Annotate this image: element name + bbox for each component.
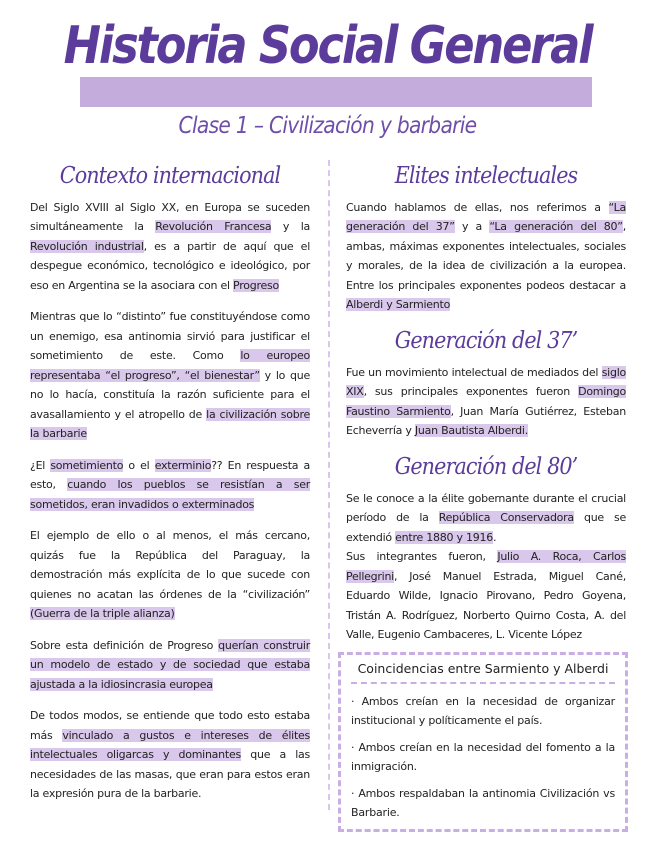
text: . <box>493 530 497 544</box>
highlight: República Conservadora <box>438 511 574 525</box>
text: De todos modos, se entiende que todo esto estaba más <box>30 709 310 742</box>
highlight: “La generación del 37” <box>346 200 626 234</box>
text: , ambas, máximas exponentes intelectuales, sociales y morales, de la idea de civilización a la europea. Entre los principales exponentes podeos destacar a <box>346 220 626 292</box>
heading-generacion-80: Generación del 80’ <box>394 453 578 480</box>
highlight: exterminio <box>154 458 212 472</box>
box-item: · Ambos creían en la necesidad del fomento a la inmigración. <box>351 741 615 773</box>
text: y a <box>454 220 490 234</box>
text: que se extendió <box>346 511 626 544</box>
highlight: entre 1880 y 1916 <box>395 530 493 544</box>
highlight: vinculado a gustos e intereses de élites intelectuales oligarcas y dominantes <box>30 728 310 762</box>
text: , José Manuel Estrada, Miguel Cané, Eduardo Wilde, Ignacio Pirovano, Pedro Goyena, Tristán A. Rodríguez, Norberto Quirno Costa, A. del Valle, Eugenio Cambaceres, L. Vicente López <box>346 569 626 642</box>
paragraph-generacion-37 <box>346 363 626 441</box>
highlight: la civilización sobre la barbarie <box>30 407 310 441</box>
box-item: · Ambos creían en la necesidad de organizar institucional y políticamente el país. <box>351 695 615 727</box>
paragraph-4 <box>30 526 310 624</box>
paragraph-integrantes <box>346 547 626 645</box>
paragraph-1 <box>30 198 310 296</box>
highlight: “La generación del 80” <box>489 220 623 234</box>
right-column <box>346 162 626 657</box>
heading-elites: Elites intelectuales <box>394 163 578 189</box>
highlight: Revolución Francesa <box>155 220 272 234</box>
text: y la <box>271 220 310 234</box>
highlight: Alberdi y Sarmiento <box>346 298 451 312</box>
page-subtitle: Clase 1 – Civilización y barbarie <box>178 113 477 139</box>
text: Sobre esta definición de Progreso <box>30 638 219 652</box>
text: y lo que no lo hacía, constituía la razón suficiente para el avasallamiento y el atropello de <box>30 368 310 421</box>
paragraph-3 <box>30 456 310 515</box>
column-divider <box>328 160 330 810</box>
paragraph-5 <box>30 636 310 695</box>
highlight: lo europeo representaba “el progreso”, “el bienestar” <box>30 349 310 382</box>
highlight: Julio A. Roca, Carlos Pellegrini <box>346 550 626 583</box>
text: o el <box>123 458 155 472</box>
highlight: siglo XIX <box>346 365 626 399</box>
text: que a las necesidades de las masas, que eran para estos eran la expresión pura de la barbarie. <box>30 748 311 801</box>
text: ?? En respuesta a esto, <box>30 458 311 492</box>
box-item: · Ambos respaldaban la antinomia Civilización vs Barbarie. <box>351 787 615 819</box>
highlight: sometimiento <box>50 458 124 472</box>
paragraph-generacion-80 <box>346 489 626 548</box>
highlight: Revolución industrial <box>30 239 144 253</box>
text: Sus integrantes fueron, <box>346 550 498 564</box>
highlight: Domingo Faustino Sarmiento <box>346 385 626 418</box>
text: Del Siglo XVIII al Siglo XX, en Europa se suceden simultáneamente la <box>30 200 310 234</box>
text: Mientras que lo “distinto” fue constituyéndose como un enemigo, esa antinomia sirvió para justificar el sometimiento de este. Como <box>30 310 310 363</box>
text: , Juan María Gutiérrez, Esteban Echeverría y <box>346 404 626 438</box>
heading-generacion-37: Generación del 37’ <box>394 327 578 354</box>
text: Se le conoce a la élite gobernante durante el crucial período de la <box>346 491 626 525</box>
text: Cuando hablamos de ellas, nos referimos a <box>346 200 609 214</box>
paragraph-2 <box>30 307 310 444</box>
highlight: Juan Bautista Alberdi. <box>414 424 528 438</box>
text: Fue un movimiento intelectual de mediados del <box>346 365 602 379</box>
title-highlight-band <box>80 77 592 107</box>
coincidencias-box <box>338 652 628 832</box>
highlight: Progreso <box>233 278 279 292</box>
text: ¿El <box>30 458 51 472</box>
highlight: querían construir un modelo de estado y de sociedad que estaba ajustada a la idiosincrasia europea <box>30 638 310 691</box>
paragraph-elites <box>346 198 626 315</box>
text: , es a partir de aquí que el despegue económico, tecnológico e ideológico, por eso en Argentina se la asociara con el <box>30 239 310 292</box>
heading-contexto: Contexto internacional <box>59 163 281 189</box>
highlight: (Guerra de la triple alianza) <box>30 607 175 621</box>
paragraph-6 <box>30 706 310 804</box>
page-title: Historia Social General <box>63 16 592 76</box>
text: , sus principales exponentes fueron <box>363 385 579 399</box>
highlight: cuando los pueblos se resistían a ser sometidos, eran invadidos o exterminados <box>30 478 310 511</box>
box-title: Coincidencias entre Sarmiento y Alberdi <box>351 661 615 684</box>
text: El ejemplo de ello o al menos, el más cercano, quizás fue la República del Paraguay, la demostración más explícita de lo que sucede con quienes no acatan las órdenes de la “civilización” <box>30 529 310 601</box>
left-column <box>30 162 310 816</box>
